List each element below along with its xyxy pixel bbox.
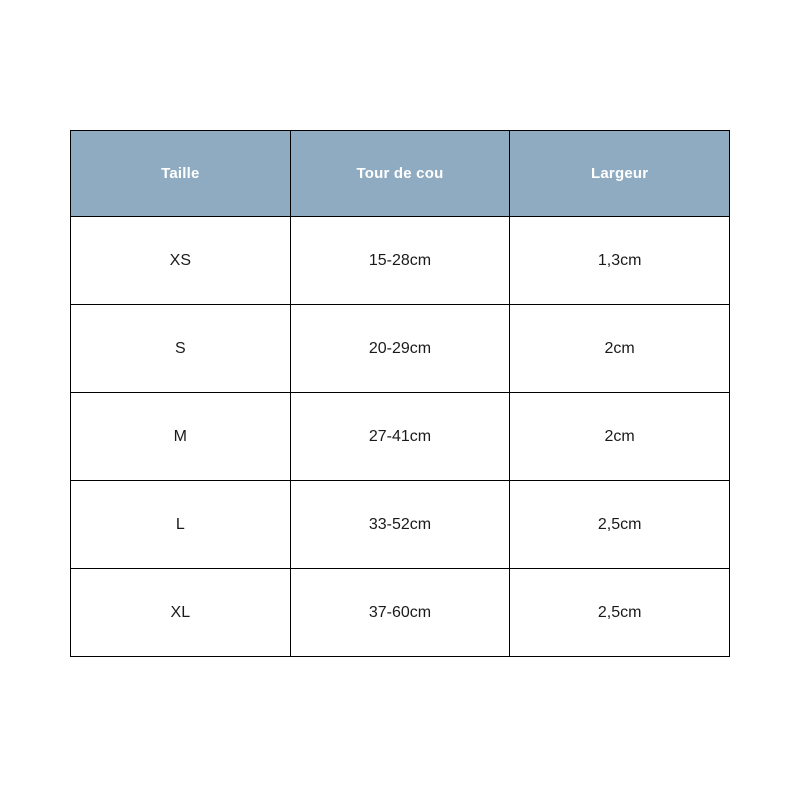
cell-size: S [71, 305, 291, 393]
cell-neck: 33-52cm [290, 481, 510, 569]
cell-neck: 37-60cm [290, 569, 510, 657]
cell-width: 1,3cm [510, 217, 730, 305]
cell-size: L [71, 481, 291, 569]
table-head [71, 131, 730, 217]
table-row-l [71, 481, 730, 569]
cell-width: 2,5cm [510, 569, 730, 657]
cell-neck: 15-28cm [290, 217, 510, 305]
table-row-m [71, 393, 730, 481]
cell-size: XS [71, 217, 291, 305]
cell-width: 2cm [510, 305, 730, 393]
table-row-xl [71, 569, 730, 657]
table-body [71, 217, 730, 657]
column-header-tour-de-cou: Tour de cou [290, 131, 510, 217]
table-row-s [71, 305, 730, 393]
cell-size: M [71, 393, 291, 481]
column-header-largeur: Largeur [510, 131, 730, 217]
cell-size: XL [71, 569, 291, 657]
size-chart-table [70, 130, 730, 657]
cell-width: 2cm [510, 393, 730, 481]
cell-neck: 27-41cm [290, 393, 510, 481]
table-header-row [71, 131, 730, 217]
column-header-taille: Taille [71, 131, 291, 217]
table-row-xs [71, 217, 730, 305]
cell-neck: 20-29cm [290, 305, 510, 393]
cell-width: 2,5cm [510, 481, 730, 569]
